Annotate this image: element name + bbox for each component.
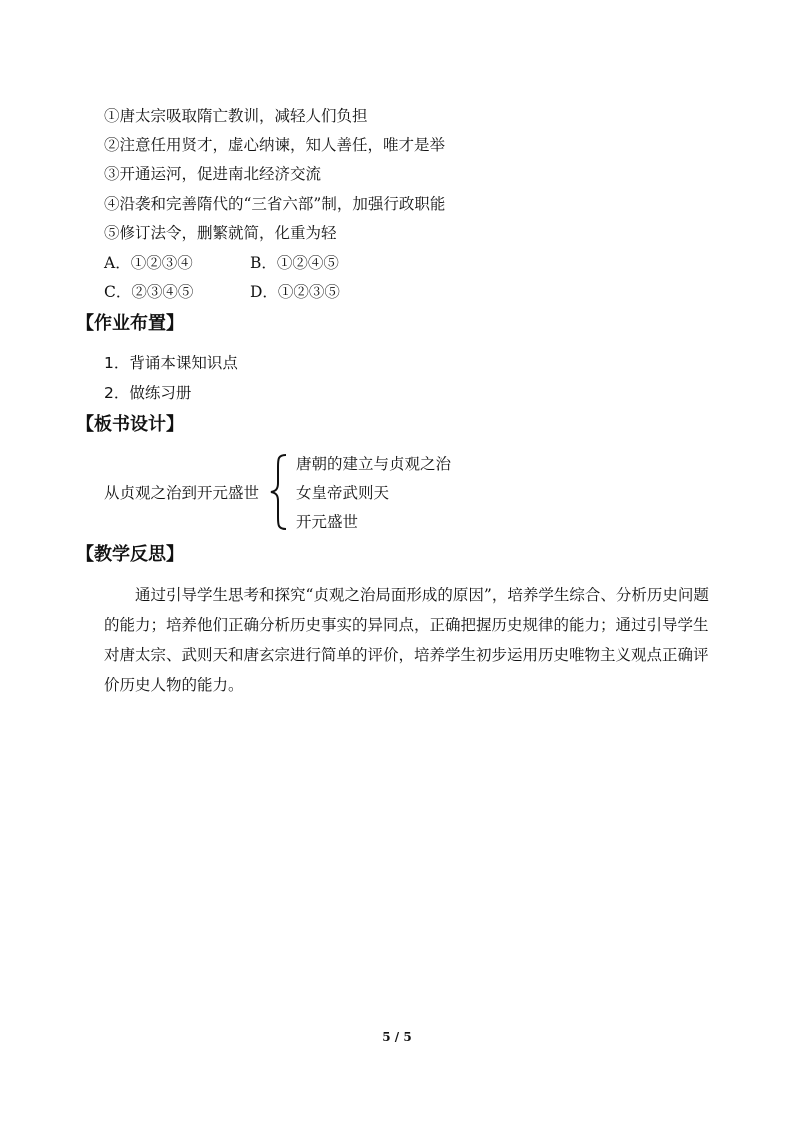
option-c: C．②③④⑤ xyxy=(104,283,194,301)
homework-heading: 【作业布置】 xyxy=(76,313,184,334)
statement-5: ⑤修订法令，删繁就简，化重为轻 xyxy=(104,224,337,242)
board-branch-2: 女皇帝武则天 xyxy=(296,484,390,502)
board-heading: 【板书设计】 xyxy=(76,414,184,435)
option-b: B．①②④⑤ xyxy=(250,254,339,272)
page-number: 5 / 5 xyxy=(382,1030,412,1044)
option-a: A．①②③④ xyxy=(104,254,193,272)
option-d: D．①②③⑤ xyxy=(250,283,340,301)
board-branch-3: 开元盛世 xyxy=(296,513,359,531)
statement-1: ①唐太宗吸取隋亡教训，减轻人们负担 xyxy=(104,107,368,125)
statement-2: ②注意任用贤才，虚心纳谏，知人善任，唯才是举 xyxy=(104,136,446,154)
reflection-heading: 【教学反思】 xyxy=(76,544,184,565)
homework-item-1: 1．背诵本课知识点 xyxy=(104,354,238,372)
reflection-text: 通过引导学生思考和探究“贞观之治局面形成的原因”，培养学生综合、分析历史问题的能力；培养他们正确分析历史事实的异同点，正确把握历史规律的能力；通过引导学生对唐太宗、武则天和唐玄宗进行简单的评价，培养学生初步运用历史唯物主义观点正确评价历史人物的能力。 xyxy=(104,586,709,694)
brace-icon xyxy=(268,453,290,531)
statement-4: ④沿袭和完善隋代的“三省六部”制，加强行政职能 xyxy=(104,195,446,213)
board-branch-1: 唐朝的建立与贞观之治 xyxy=(296,455,452,473)
board-root: 从贞观之治到开元盛世 xyxy=(104,484,260,502)
statement-3: ③开通运河，促进南北经济交流 xyxy=(104,165,322,183)
reflection-paragraph xyxy=(104,580,720,700)
homework-item-2: 2．做练习册 xyxy=(104,384,192,402)
